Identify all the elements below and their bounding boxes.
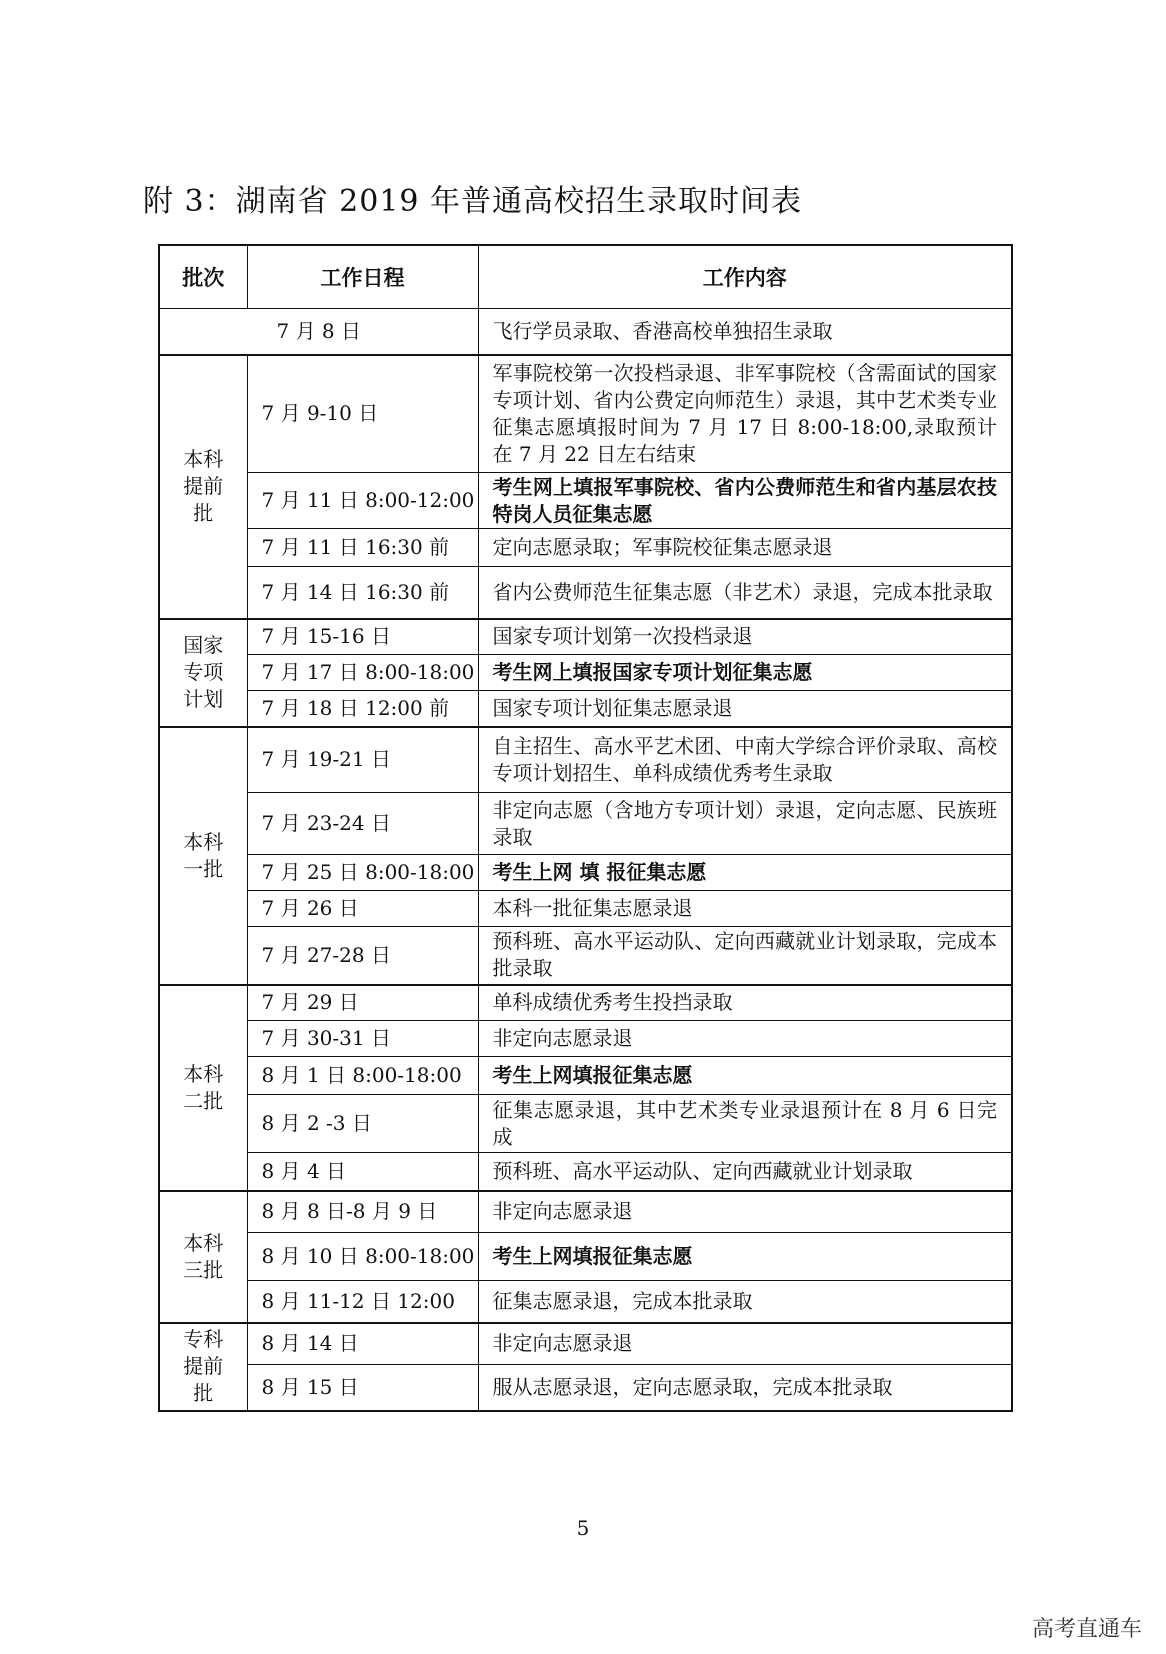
content-cell: 非定向志愿录退	[478, 1021, 1012, 1057]
table-row	[159, 855, 1012, 891]
content-cell: 非定向志愿录退	[478, 1323, 1012, 1365]
table-row	[159, 1057, 1012, 1095]
header-batch: 批次	[159, 245, 247, 309]
table-header-row	[159, 245, 1012, 309]
table-row	[159, 1153, 1012, 1191]
date-cell: 7 月 25 日 8:00-18:00	[247, 855, 478, 891]
content-cell: 考生上网填报征集志愿	[478, 1057, 1012, 1095]
table-row	[159, 1021, 1012, 1057]
page-number: 5	[576, 1516, 590, 1540]
date-cell: 7 月 15-16 日	[247, 619, 478, 655]
date-cell: 7 月 9-10 日	[247, 355, 478, 473]
table-row	[159, 793, 1012, 855]
content-cell: 考生上网 填 报征集志愿	[478, 855, 1012, 891]
content-cell: 单科成绩优秀考生投挡录取	[478, 985, 1012, 1021]
table-row	[159, 727, 1012, 793]
table-row	[159, 529, 1012, 567]
first-row-date: 7 月 8 日	[159, 309, 478, 355]
date-cell: 7 月 11 日 8:00-12:00	[247, 473, 478, 529]
content-cell: 服从志愿录退，定向志愿录取，完成本批录取	[478, 1365, 1012, 1411]
content-cell: 定向志愿录取；军事院校征集志愿录退	[478, 529, 1012, 567]
date-cell: 7 月 18 日 12:00 前	[247, 691, 478, 727]
date-cell: 7 月 26 日	[247, 891, 478, 927]
header-content: 工作内容	[478, 245, 1012, 309]
date-cell: 8 月 8 日-8 月 9 日	[247, 1191, 478, 1233]
batch-cell: 国家 专项 计划	[159, 619, 247, 727]
batch-cell: 专科 提前 批	[159, 1323, 247, 1411]
content-cell: 考生上网填报征集志愿	[478, 1233, 1012, 1281]
date-cell: 8 月 2 -3 日	[247, 1095, 478, 1153]
batch-cell: 本科 二批	[159, 985, 247, 1191]
table-row	[159, 1365, 1012, 1411]
table-row	[159, 309, 1012, 355]
batch-cell: 本科 提前 批	[159, 355, 247, 619]
table-row	[159, 1191, 1012, 1233]
batch-cell: 本科 一批	[159, 727, 247, 985]
content-cell: 非定向志愿（含地方专项计划）录退，定向志愿、民族班录取	[478, 793, 1012, 855]
header-date: 工作日程	[247, 245, 478, 309]
first-row-content: 飞行学员录取、香港高校单独招生录取	[478, 309, 1012, 355]
table-row	[159, 891, 1012, 927]
table-row	[159, 355, 1012, 473]
date-cell: 8 月 14 日	[247, 1323, 478, 1365]
content-cell: 非定向志愿录退	[478, 1191, 1012, 1233]
table-row	[159, 619, 1012, 655]
table-row	[159, 1281, 1012, 1323]
document-title: 附 3：湖南省 2019 年普通高校招生录取时间表	[143, 184, 803, 219]
date-cell: 7 月 29 日	[247, 985, 478, 1021]
date-cell: 8 月 4 日	[247, 1153, 478, 1191]
table-row	[159, 473, 1012, 529]
date-cell: 7 月 27-28 日	[247, 927, 478, 985]
table-row	[159, 567, 1012, 619]
date-cell: 7 月 30-31 日	[247, 1021, 478, 1057]
date-cell: 7 月 14 日 16:30 前	[247, 567, 478, 619]
content-cell: 考生网上填报军事院校、省内公费师范生和省内基层农技特岗人员征集志愿	[478, 473, 1012, 529]
content-cell: 省内公费师范生征集志愿（非艺术）录退，完成本批录取	[478, 567, 1012, 619]
content-cell: 征集志愿录退，其中艺术类专业录退预计在 8 月 6 日完成	[478, 1095, 1012, 1153]
content-cell: 考生网上填报国家专项计划征集志愿	[478, 655, 1012, 691]
content-cell: 军事院校第一次投档录退、非军事院校（含需面试的国家专项计划、省内公费定向师范生）录退，其中艺术类专业征集志愿填报时间为 7 月 17 日 8:00-18:00,录取预计在 7 月 22 日左右结束	[478, 355, 1012, 473]
date-cell: 8 月 1 日 8:00-18:00	[247, 1057, 478, 1095]
content-cell: 本科一批征集志愿录退	[478, 891, 1012, 927]
table-body	[159, 309, 1012, 1411]
date-cell: 8 月 10 日 8:00-18:00	[247, 1233, 478, 1281]
date-cell: 7 月 23-24 日	[247, 793, 478, 855]
table-row	[159, 691, 1012, 727]
table-row	[159, 985, 1012, 1021]
date-cell: 8 月 11-12 日 12:00	[247, 1281, 478, 1323]
table-row	[159, 1233, 1012, 1281]
table-row	[159, 655, 1012, 691]
table-row	[159, 927, 1012, 985]
content-cell: 国家专项计划第一次投档录退	[478, 619, 1012, 655]
admission-schedule-table	[158, 244, 1013, 1412]
content-cell: 预科班、高水平运动队、定向西藏就业计划录取，完成本批录取	[478, 927, 1012, 985]
content-cell: 征集志愿录退，完成本批录取	[478, 1281, 1012, 1323]
date-cell: 8 月 15 日	[247, 1365, 478, 1411]
content-cell: 预科班、高水平运动队、定向西藏就业计划录取	[478, 1153, 1012, 1191]
date-cell: 7 月 19-21 日	[247, 727, 478, 793]
date-cell: 7 月 17 日 8:00-18:00	[247, 655, 478, 691]
batch-cell: 本科 三批	[159, 1191, 247, 1323]
watermark-text: 高考直通车	[1031, 1617, 1142, 1642]
table-row	[159, 1323, 1012, 1365]
date-cell: 7 月 11 日 16:30 前	[247, 529, 478, 567]
content-cell: 自主招生、高水平艺术团、中南大学综合评价录取、高校专项计划招生、单科成绩优秀考生录取	[478, 727, 1012, 793]
content-cell: 国家专项计划征集志愿录退	[478, 691, 1012, 727]
table-row	[159, 1095, 1012, 1153]
